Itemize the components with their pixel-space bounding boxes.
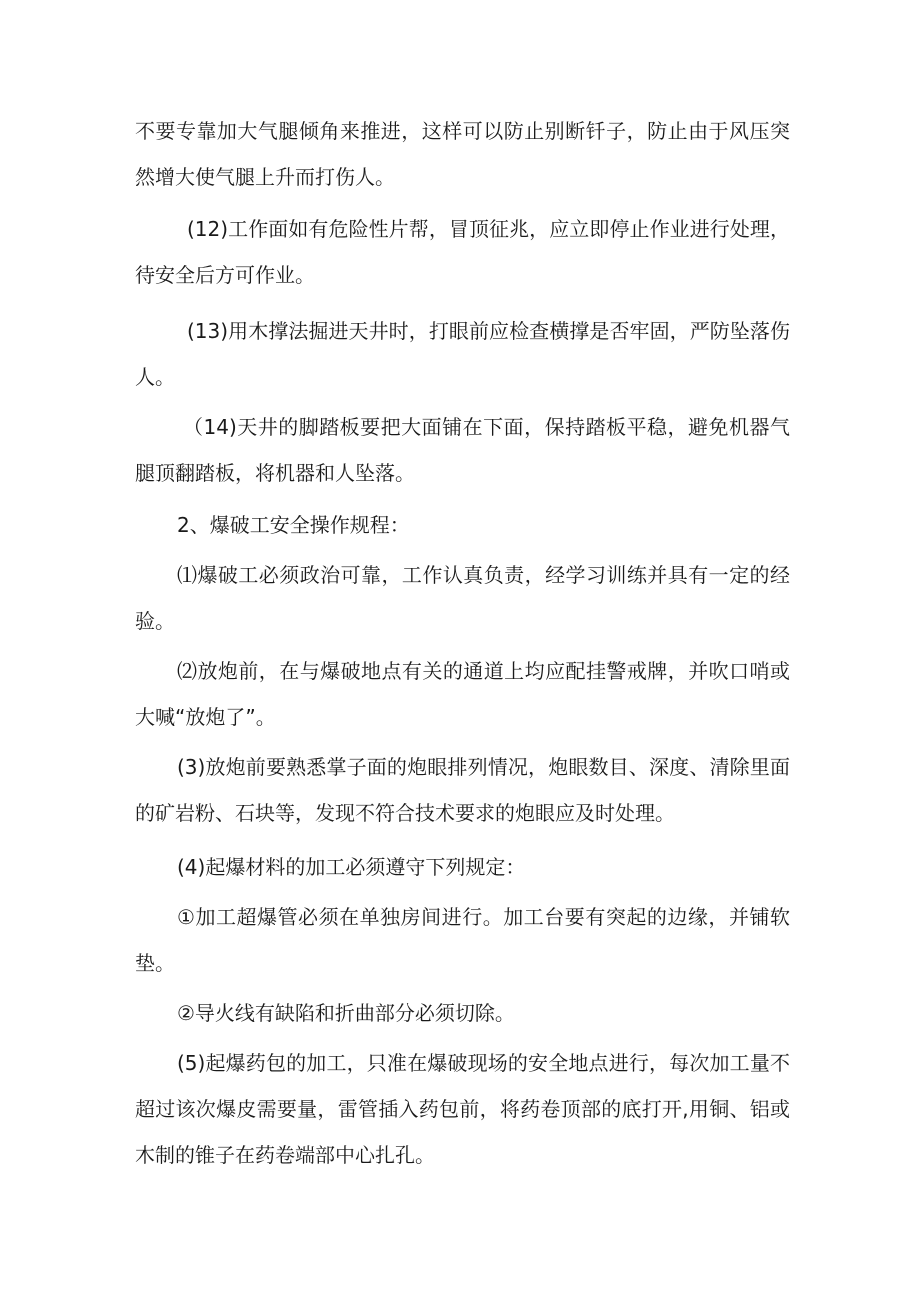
paragraph-continuation: 不要专靠加大气腿倾角来推进，这样可以防止别断钎子，防止由于风压突然增大使气腿上升而打伤人。 [135, 119, 790, 189]
paragraph-rule-1: ①加工超爆管必须在单独房间进行。加工台要有突起的边缘，并铺软垫。 [135, 905, 790, 975]
paragraph-item-14: （14)天井的脚踏板要把大面铺在下面，保持踏板平稳，避免机器气腿顶翻踏板，将机器和人坠落。 [135, 415, 790, 485]
paragraph-item-13: (13)用木撑法掘进天井时，打眼前应检查横撑是否牢固，严防坠落伤人。 [135, 319, 790, 389]
section-heading-blasting: 2、爆破工安全操作规程： [177, 513, 410, 537]
paragraph-blasting-4: (4)起爆材料的加工必须遵守下列规定： [177, 855, 526, 879]
paragraph-blasting-1: ⑴爆破工必须政治可靠，工作认真负责，经学习训练并具有一定的经验。 [135, 563, 790, 633]
paragraph-blasting-5: (5)起爆药包的加工，只准在爆破现场的安全地点进行，每次加工量不超过该次爆皮需要量，雷管插入药包前，将药卷顶部的底打开,用铜、铝或木制的锥子在药卷端部中心扎孔。 [135, 1051, 790, 1167]
paragraph-item-12: (12)工作面如有危险性片帮，冒顶征兆，应立即停止作业进行处理，待安全后方可作业。 [135, 217, 790, 287]
paragraph-blasting-3: (3)放炮前要熟悉掌子面的炮眼排列情况，炮眼数目、深度、清除里面的矿岩粉、石块等，发现不符合技术要求的炮眼应及时处理。 [135, 755, 790, 825]
paragraph-blasting-2: ⑵放炮前，在与爆破地点有关的通道上均应配挂警戒牌，并吹口哨或大喊“放炮了”。 [135, 659, 790, 729]
paragraph-rule-2: ②导火线有缺陷和折曲部分必须切除。 [177, 1001, 515, 1025]
